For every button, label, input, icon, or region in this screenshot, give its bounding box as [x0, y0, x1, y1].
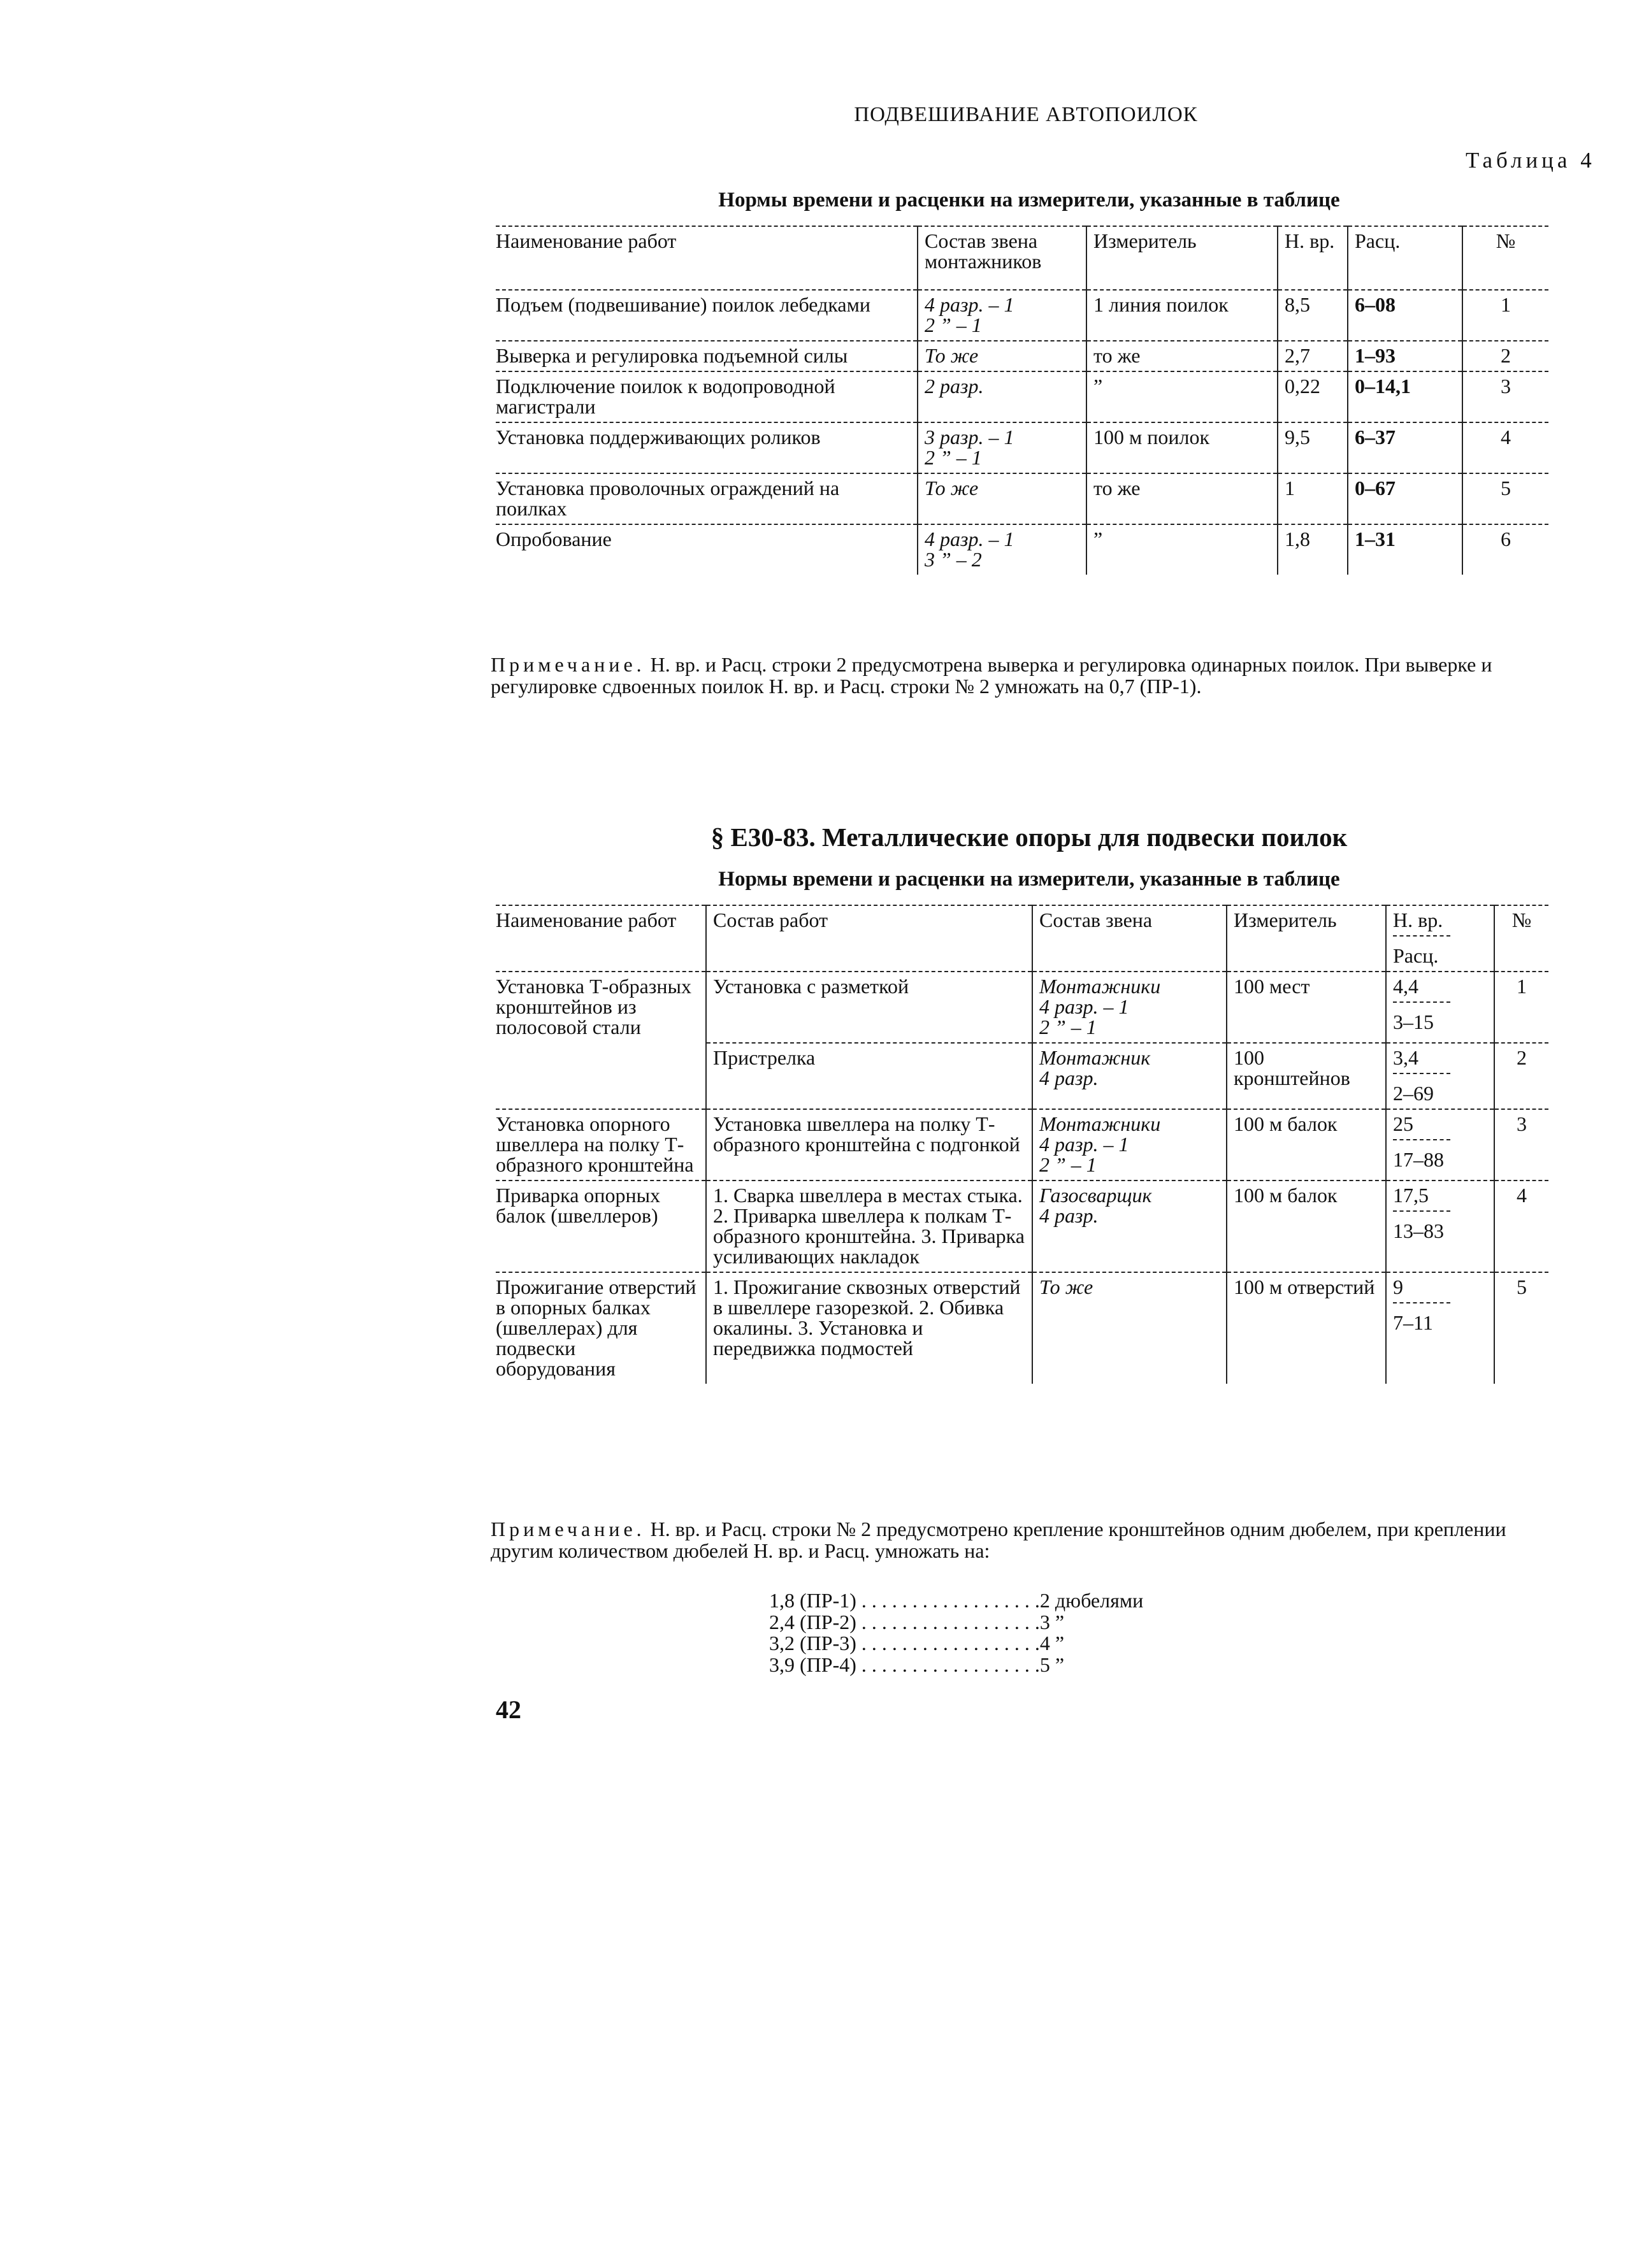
table1-caption: Нормы времени и расценки на измерители, указанные в таблице: [718, 189, 1340, 212]
table2-header-time-rate: [1386, 905, 1494, 972]
crew-line: 3 ” – 2: [925, 548, 982, 571]
leader-dots: . . . . . . . . . . . . . . . . . .: [856, 1610, 1040, 1633]
table2-header-crew: Состав звена: [1032, 905, 1227, 972]
crew-line: То же: [1039, 1275, 1093, 1298]
time-norm: 8,5: [1278, 290, 1348, 341]
measure: то же: [1086, 341, 1278, 371]
multiplier-line: [769, 1590, 1143, 1612]
table-row: [496, 524, 1548, 575]
time-rate: [1386, 1272, 1494, 1384]
row-number: 2: [1494, 1043, 1548, 1109]
rate: 17–88: [1393, 1148, 1444, 1171]
dowel-count: 3 ”: [1039, 1610, 1065, 1633]
table1-header-no: №: [1462, 226, 1548, 290]
crew: [918, 524, 1086, 575]
crew-line: 4 разр. – 1: [1039, 995, 1129, 1018]
crew-line: 4 разр. – 1: [925, 528, 1014, 550]
time-norm: 1,8: [1278, 524, 1348, 575]
measure: 100 м балок: [1227, 1109, 1386, 1181]
time-norm: 0,22: [1278, 371, 1348, 422]
row-number: 4: [1462, 422, 1548, 473]
time-norm: 3,4: [1393, 1047, 1450, 1074]
work-name: Опробование: [496, 528, 612, 550]
measure: ”: [1086, 371, 1278, 422]
table2-header-measure: Измеритель: [1227, 905, 1386, 972]
rate: 2–69: [1393, 1082, 1434, 1105]
table-row: [496, 1181, 1548, 1272]
crew: [1032, 1043, 1227, 1109]
table1-header-rate: Расц.: [1348, 226, 1462, 290]
measure: 100 мест: [1227, 972, 1386, 1043]
time-rate: [1386, 1109, 1494, 1181]
note-label: Примечание.: [491, 653, 646, 676]
multiplier-coef: 3,9 (ПР-4): [769, 1653, 856, 1676]
time-norm: 9,5: [1278, 422, 1348, 473]
rate: 6–37: [1348, 422, 1462, 473]
time-norm: 9: [1393, 1277, 1450, 1303]
work-composition: Установка швеллера на полку Т-образного кронштейна с подгонкой: [706, 1109, 1032, 1181]
time-rate: [1386, 1181, 1494, 1272]
measure: 100 кронштейнов: [1227, 1043, 1386, 1109]
crew-line: 3 разр. – 1: [925, 426, 1014, 449]
crew: [918, 473, 1086, 524]
crew-line: Монтажник: [1039, 1046, 1151, 1069]
crew-line: 2 ” – 1: [1039, 1153, 1097, 1176]
dowel-count: 4 ”: [1039, 1632, 1065, 1655]
crew: [918, 371, 1086, 422]
table-label: Таблица 4: [1466, 148, 1596, 173]
crew: [1032, 1181, 1227, 1272]
time-norm: 2,7: [1278, 341, 1348, 371]
time-norm: 1: [1278, 473, 1348, 524]
measure: ”: [1086, 524, 1278, 575]
crew: [1032, 1109, 1227, 1181]
work-name: Установка проволочных ограждений на поилках: [496, 473, 918, 524]
table-row: [496, 972, 1548, 1043]
multiplier-coef: 1,8 (ПР-1): [769, 1589, 856, 1612]
table2-header-time: Н. вр.: [1393, 910, 1450, 937]
row-number: 6: [1462, 524, 1548, 575]
crew-line: То же: [925, 477, 979, 499]
multiplier-line: [769, 1612, 1143, 1633]
time-norm: 4,4: [1393, 976, 1450, 1003]
leader-dots: . . . . . . . . . . . . . . . . . .: [856, 1589, 1040, 1612]
row-number: 5: [1494, 1272, 1548, 1384]
work-name: Подключение поилок к водопроводной магистрали: [496, 371, 918, 422]
crew: [918, 290, 1086, 341]
time-norm: 25: [1393, 1114, 1450, 1140]
measure: 100 м поилок: [1086, 422, 1278, 473]
crew: [918, 341, 1086, 371]
table1-header-row: [496, 226, 1548, 290]
table-row: [496, 473, 1548, 524]
work-name: Прожигание отверстий в опорных балках (швеллерах) для подвески оборудования: [496, 1275, 696, 1380]
row-number: 1: [1462, 290, 1548, 341]
table2: [496, 905, 1548, 1384]
row-number: 2: [1462, 341, 1548, 371]
table2-header-name: Наименование работ: [496, 905, 706, 972]
row-number: 1: [1494, 972, 1548, 1043]
work-composition: Пристрелка: [706, 1043, 1032, 1109]
note-text: Н. вр. и Расц. строки 2 предусмотрена выверка и регулировка одинарных поилок. При выверке и регулировке сдвоенных поилок Н. вр. и Расц. строки № 2 умножать на 0,7 (ПР-1).: [491, 653, 1492, 698]
table1-header-name: Наименование работ: [496, 226, 918, 290]
measure: то же: [1086, 473, 1278, 524]
rate: 1–31: [1348, 524, 1462, 575]
table-row: [496, 371, 1548, 422]
crew-line: Монтажники: [1039, 1112, 1161, 1135]
dowel-count: 2 дюбелями: [1039, 1589, 1144, 1612]
table2-header-row: [496, 905, 1548, 972]
crew: [1032, 972, 1227, 1043]
table-row: [496, 1109, 1548, 1181]
table1-header-measure: Измеритель: [1086, 226, 1278, 290]
note-label: Примечание.: [491, 1518, 646, 1540]
row-number: 3: [1494, 1109, 1548, 1181]
work-name: Приварка опорных балок (швеллеров): [496, 1181, 706, 1272]
rate: 6–08: [1348, 290, 1462, 341]
crew-line: 4 разр.: [1039, 1204, 1099, 1227]
time-norm: 17,5: [1393, 1185, 1450, 1212]
table-row: [496, 341, 1548, 371]
rate: 3–15: [1393, 1010, 1434, 1033]
rate: 7–11: [1393, 1311, 1433, 1334]
rate: 0–67: [1348, 473, 1462, 524]
work-name: Выверка и регулировка подъемной силы: [496, 341, 918, 371]
crew-line: То же: [925, 344, 979, 367]
time-rate: [1386, 972, 1494, 1043]
table2-header-work: Состав работ: [706, 905, 1032, 972]
multiplier-coef: 2,4 (ПР-2): [769, 1610, 856, 1633]
work-name: Установка поддерживающих роликов: [496, 422, 918, 473]
table2-header-no: №: [1494, 905, 1548, 972]
row-number: 5: [1462, 473, 1548, 524]
crew-line: 2 ” – 1: [925, 446, 982, 469]
multiplier-list: [769, 1590, 1143, 1676]
table2-caption: Нормы времени и расценки на измерители, указанные в таблице: [718, 868, 1340, 891]
note-text: Н. вр. и Расц. строки № 2 предусмотрено крепление кронштейнов одним дюбелем, при креплении другим количеством дюбелей Н. вр. и Расц. умножать на:: [491, 1518, 1506, 1562]
table1-header-time: Н. вр.: [1278, 226, 1348, 290]
measure: 100 м отверстий: [1227, 1272, 1386, 1384]
row-number: 4: [1494, 1181, 1548, 1272]
rate: 0–14,1: [1348, 371, 1462, 422]
crew-line: Монтажники: [1039, 975, 1161, 998]
page-number: 42: [496, 1695, 521, 1724]
table-row: [496, 1272, 1548, 1384]
table-row: [496, 422, 1548, 473]
table1-note: [491, 654, 1555, 697]
rate: 1–93: [1348, 341, 1462, 371]
multiplier-line: [769, 1654, 1143, 1676]
measure: 1 линия поилок: [1086, 290, 1278, 341]
crew-line: 2 ” – 1: [925, 313, 982, 336]
work-name: Установка Т-образных кронштейнов из полосовой стали: [496, 972, 706, 1109]
crew-line: Газосварщик: [1039, 1184, 1152, 1207]
leader-dots: . . . . . . . . . . . . . . . . . .: [856, 1653, 1040, 1676]
table1-header-crew: Состав звена монтажников: [918, 226, 1086, 290]
row-number: 3: [1462, 371, 1548, 422]
work-composition: Установка с разметкой: [706, 972, 1032, 1043]
crew-line: 4 разр.: [1039, 1066, 1099, 1089]
crew-line: 4 разр. – 1: [1039, 1133, 1129, 1156]
running-head: ПОДВЕШИВАНИЕ АВТОПОИЛОК: [854, 103, 1198, 126]
dowel-count: 5 ”: [1039, 1653, 1065, 1676]
rate: 13–83: [1393, 1219, 1444, 1242]
crew-line: 2 разр.: [925, 375, 984, 398]
work-name: Подъем (подвешивание) поилок лебедками: [496, 290, 918, 341]
table-row: [496, 290, 1548, 341]
multiplier-coef: 3,2 (ПР-3): [769, 1632, 856, 1655]
measure: 100 м балок: [1227, 1181, 1386, 1272]
table2-header-rate: Расц.: [1393, 944, 1439, 967]
crew-line: 2 ” – 1: [1039, 1016, 1097, 1038]
section-title: § Е30-83. Металлические опоры для подвески поилок: [710, 822, 1348, 852]
time-rate: [1386, 1043, 1494, 1109]
work-composition: 1. Сварка швеллера в местах стыка. 2. Приварка швеллера к полкам Т-образного кронштейна. 3. Приварка усиливающих накладок: [706, 1181, 1032, 1272]
table2-note: [491, 1519, 1555, 1561]
work-name: Установка опорного швеллера на полку Т-образного кронштейна: [496, 1109, 706, 1181]
multiplier-line: [769, 1633, 1143, 1654]
work-composition: 1. Прожигание сквозных отверстий в швеллере газорезкой. 2. Обивка окалины. 3. Установка и передвижка подмостей: [706, 1272, 1032, 1384]
leader-dots: . . . . . . . . . . . . . . . . . .: [856, 1632, 1040, 1655]
crew: [918, 422, 1086, 473]
table1: [496, 226, 1548, 575]
crew-line: 4 разр. – 1: [925, 293, 1014, 316]
crew: [1032, 1272, 1227, 1384]
